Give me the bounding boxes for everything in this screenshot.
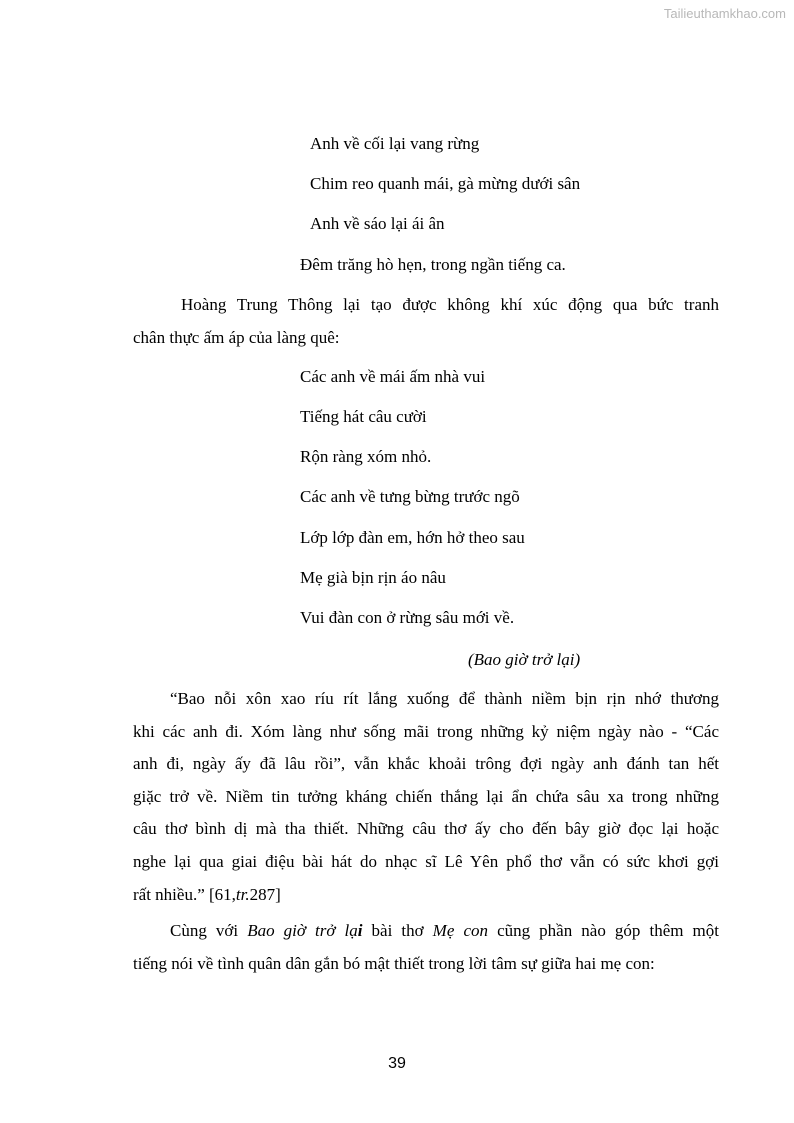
paragraph-line: chân thực ấm áp của làng quê: [133, 327, 340, 347]
poem1-line: Anh về sáo lại ái ân [310, 214, 445, 233]
paragraph-line: giặc trở về. Niềm tin tưởng kháng chiến thắng lại ẩn chứa sâu xa trong những [133, 786, 719, 806]
paragraph-line: anh đi, ngày ấy đã lâu rồi”, vẫn khắc khoải trông đợi ngày anh đánh tan hết [133, 754, 719, 774]
paragraph-line: nghe lại qua giai điệu bài hát do nhạc sĩ Lê Yên phổ thơ vẫn có sức khơi gợi [133, 851, 719, 871]
poem-title: Bao giờ trở lạ [247, 921, 358, 940]
watermark: Tailieuthamkhao.com [663, 6, 786, 21]
text-run: Cùng với [170, 921, 248, 940]
poem2-line: Tiếng hát câu cười [300, 407, 427, 426]
poem1-line: Đêm trăng hò hẹn, trong ngần tiếng ca. [300, 255, 566, 274]
paragraph-line: “Bao nỗi xôn xao ríu rít lắng xuống để thành niềm bịn rịn nhớ thương [170, 689, 719, 708]
poem-source: (Bao giờ trở lại) [468, 650, 581, 669]
poem1-line: Chim reo quanh mái, gà mừng dưới sân [310, 174, 581, 193]
text-run: cũng phần nào góp thêm một [488, 921, 719, 940]
citation-page: 287] [249, 884, 281, 904]
citation-text: rất nhiều.” [61, [133, 884, 236, 904]
poem2-line: Mẹ già bịn rịn áo nâu [300, 568, 446, 587]
page-number: 39 [388, 1055, 406, 1072]
paragraph-line [133, 915, 719, 948]
paragraph-quote [133, 683, 719, 911]
poem2-line: Rộn ràng xóm nhỏ. [300, 447, 432, 466]
poem-title-end: i [357, 921, 363, 940]
paragraph-line: Hoàng Trung Thông lại tạo được không khí xúc động qua bức tranh [181, 295, 719, 314]
poem2-line: Lớp lớp đàn em, hớn hở theo sau [300, 528, 525, 547]
paragraph-line: câu thơ bình dị mà tha thiết. Những câu thơ ấy cho đến bây giờ đọc lại hoặc [133, 819, 719, 839]
paragraph-intro [133, 289, 719, 354]
text-run: bài thơ [362, 921, 433, 940]
paragraph-line: tiếng nói về tình quân dân gắn bó mật thiết trong lời tâm sự giữa hai mẹ con: [133, 953, 655, 973]
poem2-line: Các anh về tưng bừng trước ngõ [300, 487, 520, 506]
poem2-line: Các anh về mái ấm nhà vui [300, 367, 486, 386]
poem-title: Mẹ con [432, 921, 488, 940]
poem1-line: Anh về cối lại vang rừng [310, 134, 480, 153]
paragraph-line [133, 879, 719, 912]
paragraph-line: khi các anh đi. Xóm làng như sống mãi trong những kỷ niệm ngày nào - “Các [133, 721, 719, 741]
poem2-line: Vui đàn con ở rừng sâu mới về. [300, 608, 515, 627]
paragraph-closing [133, 915, 719, 980]
citation-abbrev: tr. [235, 884, 250, 904]
